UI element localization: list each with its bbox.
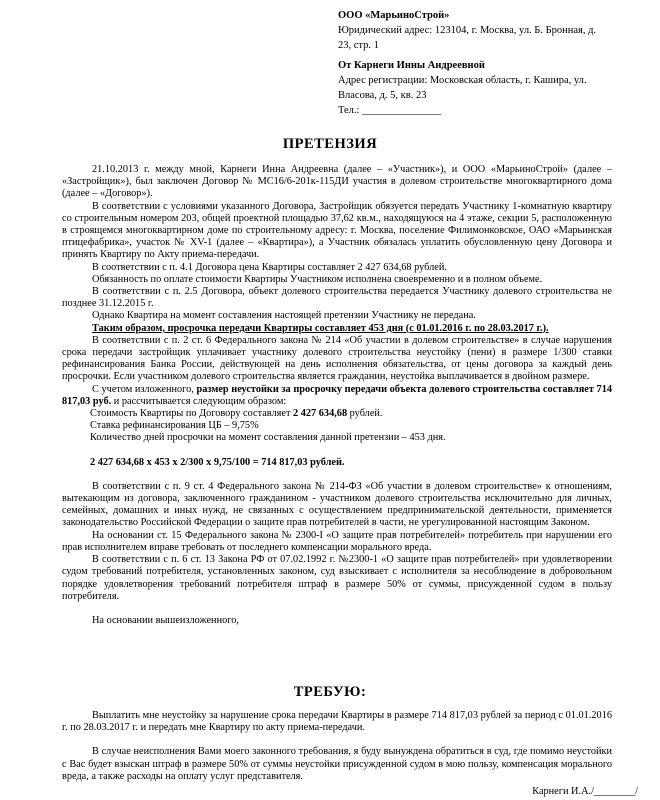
claim-body (62, 164, 612, 627)
paragraph-penalty (62, 384, 612, 408)
signature-line: Карнеги И.А./________/ (532, 786, 638, 797)
document-title: ПРЕТЕНЗИЯ (282, 136, 378, 152)
recipient-block (338, 8, 638, 53)
paragraph-law-214: В соответствии с п. 2 ст. 6 Федерального закона № 214 «Об участии в долевом строительстве» в случае нарушения срока передачи застройщик уплачивает участнику долевого строительства неустойку (пени) в размере 1/300 ставки рефинансирования Банка России, действующей на день исполнения обязательства, от цены договора за каждый день просрочки. Если участником долевого строительства является гражданин, неустойка выплачивается в двойном размере. (62, 334, 612, 383)
sender-address-line-2: Власова, д. 5, кв. 23 (338, 90, 427, 101)
calc-cost-value: 2 427 634,68 (293, 408, 348, 420)
paragraph-conclusion: На основании вышеизложенного, (92, 614, 239, 626)
paragraph-moral-damage: На основании ст. 15 Федерального закона № 2300-I «О защите прав потребителей» потребитель при нарушении его прав исполнителем вправе требовать от последнего компенсации морального вреда. (62, 529, 612, 553)
paragraph-delay: Таким образом, просрочка передачи Квартиры составляет 453 дня (с 01.01.2016 г. по 28.03.2017 г.). (92, 322, 549, 334)
demand-title: ТРЕБУЮ: (293, 684, 367, 700)
calc-rate: Ставка рефинансирования ЦБ – 9,75% (90, 420, 259, 432)
spacer (62, 469, 612, 481)
paragraph-fine: В соответствии с п. 6 ст. 13 Закона РФ от 07.02.1992 г. №2300-1 «О защите прав потребителей» при удовлетворении судом требований потребителя, установленных законом, суд взыскивает с исполнителя за несоблюдение в добровольном порядке удовлетворения требований потребителя штраф в размере 50% от суммы, присужденной судом в пользу потребителя. (62, 554, 612, 602)
calc-days: Количество дней просрочки на момент составления данной претензии – 453 дня. (90, 432, 446, 444)
paragraph-contract: 21.10.2013 г. между мной, Карнеги Инна Андреевна (далее – «Участник»), и ООО «МарьиноСтрой» (далее – «Застройщик»), был заключен Договор № МС16/6-201к-115ДИ участия в долевом строительстве многоквартирного дома (далее – «Договор»). (62, 164, 612, 200)
spacer (62, 603, 612, 615)
recipient-address-line-2: 23, стр. 1 (338, 40, 379, 51)
recipient-company: ООО «МарьиноСтрой» (338, 10, 450, 21)
sender-block (338, 58, 638, 118)
penalty-outro: и рассчитывается следующим образом: (111, 395, 287, 407)
demand-warning: В случае неисполнения Вами моего законного требования, я буду вынуждена обратиться в суд, где помимо неустойки с Вас будет взыскан штраф в размере 50% от суммы неустойки присужденной судом в мою пользу, компенсация морального вреда, а также расходы на оплату услуг представителя. (62, 746, 612, 782)
paragraph-payment: Обязанность по оплате стоимости Квартиры Участником исполнена своевременно и в полном объеме. (92, 273, 543, 285)
calc-cost-label: Стоимость Квартиры по Договору составляет (90, 408, 294, 420)
sender-phone: Тел.: _______________ (338, 105, 441, 116)
penalty-intro: С учетом изложенного, (92, 383, 197, 395)
demand-payment: Выплатить мне неустойку за нарушение срока передачи Квартиры в размере 714 817,03 рублей за период с 01.01.2016 г. по 28.03.2017 г. и передать мне Квартиру по акту приема-передачи. (62, 710, 612, 734)
spacer (62, 734, 612, 746)
sender-address-line-1: Адрес регистрации: Московская область, г. Кашира, ул. (338, 75, 587, 86)
penalty-amount: размер неустойки за просрочку передачи объекта долевого строительства составляет 714 817,03 руб. (62, 383, 612, 407)
spacer (62, 445, 612, 457)
paragraph-not-delivered: Однако Квартира на момент составления настоящей претензии Участнику не передана. (92, 310, 476, 322)
paragraph-conditions: В соответствии с условиями указанного Договора, Застройщик обязуется передать Участнику 1-комнатную квартиру со строительным номером 203, общей проектной площадью 37,62 кв.м., находящуюся на 4 этаже, секции 5, расположенную в строящемся многоквартирном доме по строительному адресу: г. Москва, поселение Филимонковское, ОАО «Марьинская птицефабрика», участок № XV-1 (далее – «Квартира»), а Участник обязалась уплатить обусловленную цену Договора и принять Квартиру по Акту приема-передачи. (62, 200, 612, 261)
recipient-address-line-1: Юридический адрес: 123104, г. Москва, ул. Б. Бронная, д. (338, 25, 597, 36)
demand-body (62, 710, 612, 783)
calc-formula: 2 427 634,68 х 453 х 2/300 х 9,75/100 = 714 817,03 рублей. (90, 456, 345, 468)
paragraph-deadline: В соответствии с п. 2.5 Договора, объект долевого строительства передается Участнику долевого строительства не позднее 31.12.2015 г. (62, 286, 612, 310)
calc-cost (62, 408, 612, 420)
paragraph-consumer-law: В соответствии с п. 9 ст. 4 Федерального закона № 214-ФЗ «Об участии в долевом строительстве» к отношениям, вытекающим из договора, заключенного гражданином - участником долевого строительства исключительно для личных, семейных, домашних и иных нужд, не связанных с осуществлением предпринимательской деятельности, применяется законодательство Российской Федерации о защите прав потребителей в части, не урегулированной настоящим Законом. (62, 480, 612, 529)
paragraph-price: В соответствии с п. 4.1 Договора цена Квартиры составляет 2 427 634,68 рублей. (92, 261, 447, 273)
sender-name: От Карнеги Инны Андреевной (338, 60, 485, 71)
calc-cost-unit: рублей. (347, 408, 383, 420)
